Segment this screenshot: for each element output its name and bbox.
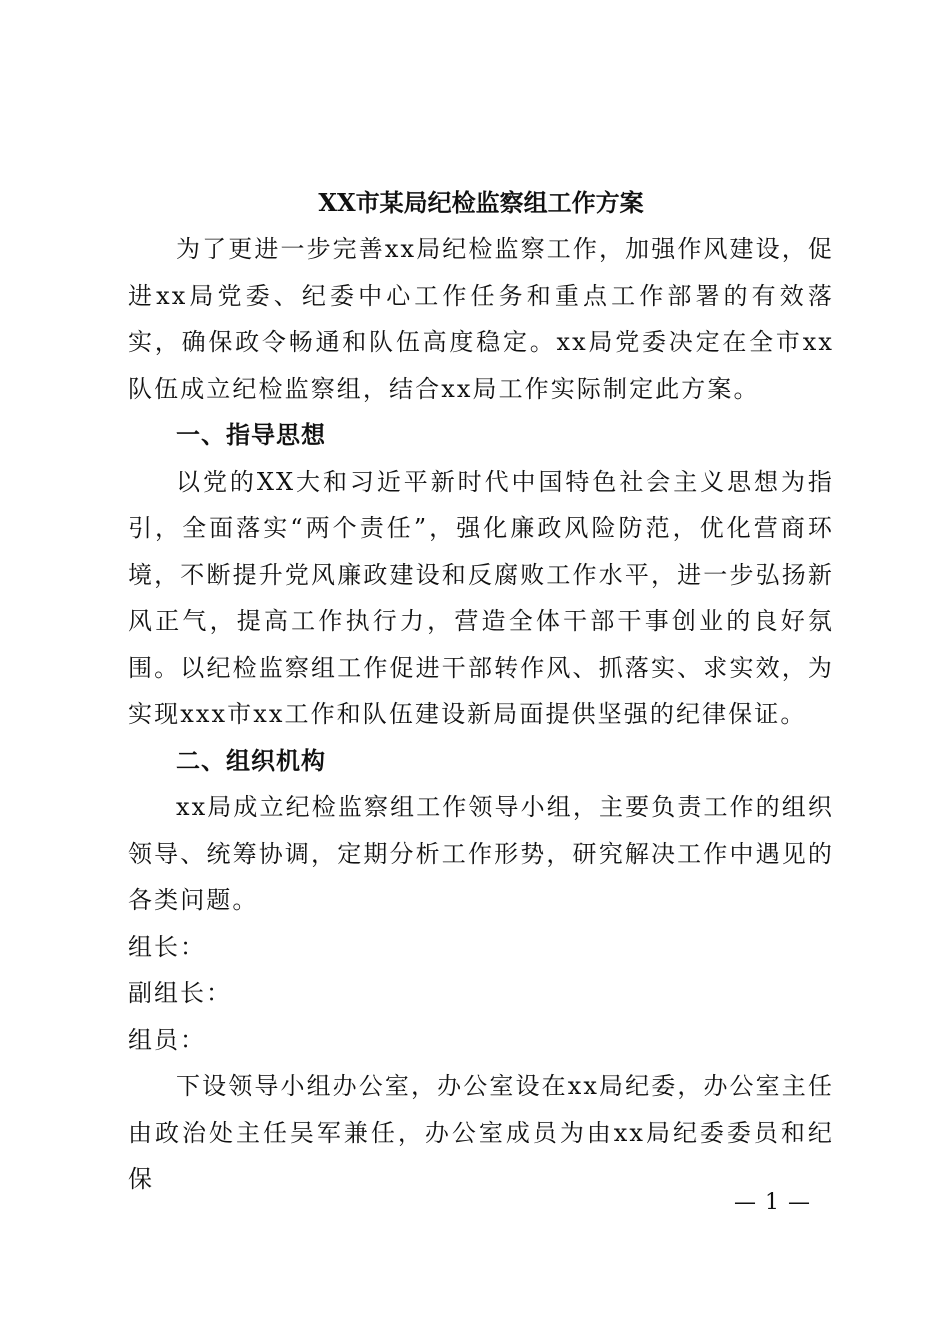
document-title: XX市某局纪检监察组工作方案 — [318, 188, 644, 217]
office-paragraph: 下设领导小组办公室，办公室设在xx局纪委，办公室主任由政治处主任吴军兼任，办公室成员为由xx局纪委委员和纪保 — [128, 1072, 834, 1193]
member-line: 组员： — [128, 1025, 206, 1054]
leader-line: 组长： — [128, 932, 206, 961]
section-heading-guiding-ideology: 一、指导思想 — [176, 421, 326, 449]
document-body — [128, 180, 834, 1203]
organization-paragraph: xx局成立纪检监察组工作领导小组，主要负责工作的组织领导、统筹协调，定期分析工作形势，研究解决工作中遇见的各类问题。 — [128, 793, 834, 914]
page-number: — 1 — — [734, 1190, 811, 1215]
deputy-leader-line: 副组长： — [128, 979, 232, 1007]
guiding-ideology-paragraph: 以党的XX大和习近平新时代中国特色社会主义思想为指引，全面落实“两个责任”，强化廉政风险防范，优化营商环境，不断提升党风廉政建设和反腐败工作水平，进一步弘扬新风正气，提高工作执行力，营造全体干部干事创业的良好氛围。以纪检监察组工作促进干部转作风、抓落实、求实效，为实现xxx市xx工作和队伍建设新局面提供坚强的纪律保证。 — [128, 467, 834, 728]
section-heading-organization: 二、组织机构 — [176, 746, 326, 775]
intro-paragraph: 为了更进一步完善xx局纪检监察工作，加强作风建设，促进xx局党委、纪委中心工作任务和重点工作部署的有效落实，确保政令畅通和队伍高度稳定。xx局党委决定在全市xx队伍成立纪检监察组，结合xx局工作实际制定此方案。 — [128, 235, 834, 403]
